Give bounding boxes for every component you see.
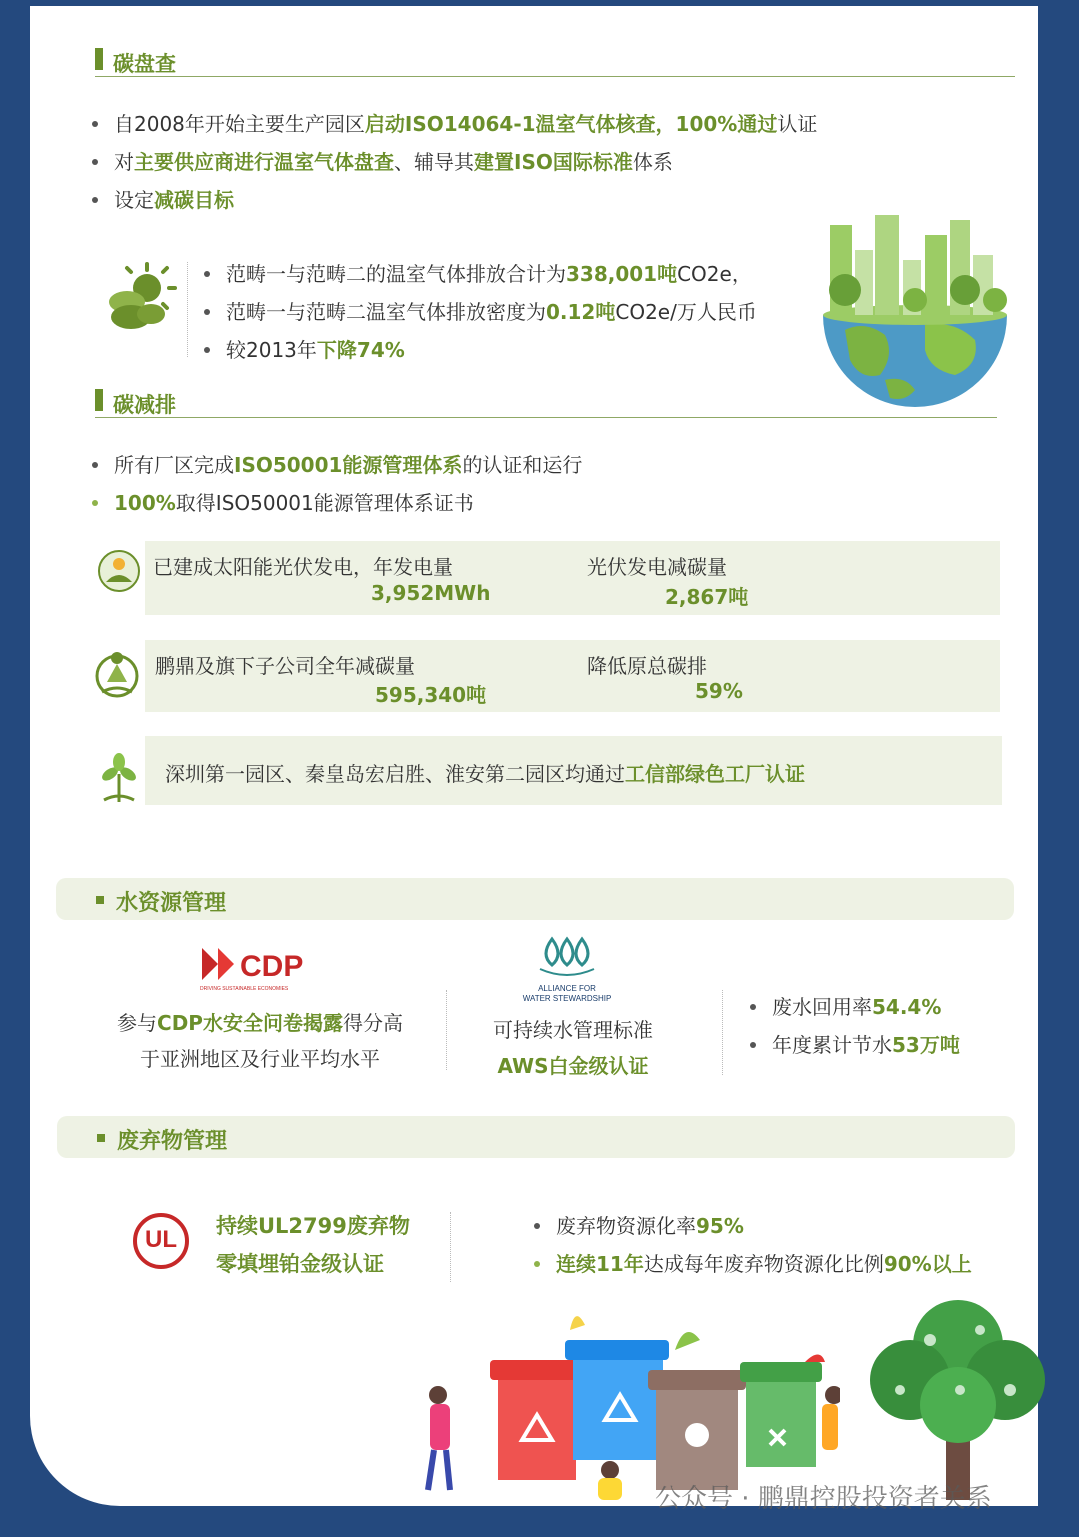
bullet-item bbox=[746, 988, 960, 1026]
section-waste-header bbox=[57, 1116, 1015, 1158]
divider bbox=[446, 990, 447, 1070]
solar-reduction-label: 光伏发电减碳量 bbox=[587, 555, 727, 579]
divider bbox=[187, 262, 188, 357]
cdp-logo-subtext: DRIVING SUSTAINABLE ECONOMIES bbox=[200, 986, 289, 992]
green-city-earth-illustration bbox=[815, 205, 1015, 410]
body-text: 范畴一与范畴二温室气体排放密度为 bbox=[226, 300, 546, 324]
aws-logo-text-1: ALLIANCE FOR bbox=[538, 984, 596, 993]
bullet-item bbox=[88, 143, 817, 181]
solar-icon bbox=[98, 550, 140, 592]
water-bullets bbox=[746, 988, 960, 1064]
highlight-text: 主要供应商进行温室气体盘查 bbox=[134, 150, 394, 174]
body-text: 年度累计节水 bbox=[772, 1033, 892, 1057]
highlight-text: 启动ISO14064-1温室气体核查，100%通过 bbox=[364, 112, 778, 136]
section-marker bbox=[95, 389, 103, 411]
section-title: 水资源管理 bbox=[116, 891, 227, 916]
cdp-text bbox=[90, 1005, 430, 1077]
highlight-text: 下降74% bbox=[316, 338, 405, 362]
body-text: 范畴一与范畴二的温室气体排放合计为 bbox=[226, 262, 566, 286]
body-text: 设定 bbox=[114, 188, 154, 212]
bullet-item bbox=[530, 1207, 972, 1245]
ul-logo bbox=[132, 1212, 190, 1270]
section-marker bbox=[95, 48, 103, 70]
section-carbon-reduction-header bbox=[95, 387, 997, 418]
body-text: 所有厂区完成 bbox=[114, 453, 234, 477]
bullet-item bbox=[88, 105, 817, 143]
cdp-logo bbox=[200, 946, 310, 996]
highlight-text: 0.12吨 bbox=[546, 300, 616, 324]
section-water-header bbox=[56, 878, 1014, 920]
divider bbox=[450, 1212, 451, 1282]
body-text: 体系 bbox=[632, 150, 673, 174]
cdp-text-line1 bbox=[90, 1005, 430, 1041]
highlight-text: 54.4% bbox=[872, 995, 942, 1019]
carbon-check-bullets bbox=[88, 105, 817, 219]
body-text: 、辅导其 bbox=[394, 150, 474, 174]
waste-bullets bbox=[530, 1207, 972, 1283]
ul-logo-text: UL bbox=[145, 1226, 177, 1253]
body-text: 废弃物资源化率 bbox=[556, 1214, 696, 1238]
section-title: 碳减排 bbox=[113, 393, 176, 417]
annual-reduction-value: 595,340吨 bbox=[375, 683, 487, 707]
total-reduction-value: 59% bbox=[695, 679, 743, 703]
people-icon bbox=[92, 648, 142, 700]
body-text: 废水回用率 bbox=[772, 995, 872, 1019]
tree-illustration bbox=[860, 1290, 1060, 1500]
highlight-text: 建置ISO国际标准 bbox=[474, 150, 633, 174]
cdp-text-line2: 于亚洲地区及行业平均水平 bbox=[140, 1047, 380, 1071]
body-text: 认证 bbox=[777, 112, 818, 136]
body-text: 得分高 bbox=[342, 1011, 403, 1035]
solar-output-value: 3,952MWh bbox=[371, 581, 491, 605]
carbon-reduction-bullets bbox=[88, 446, 582, 522]
body-text: 参与 bbox=[117, 1011, 158, 1035]
bullet-item bbox=[88, 446, 582, 484]
bullet-item bbox=[746, 1026, 960, 1064]
total-reduction-label: 降低原总碳排 bbox=[587, 654, 707, 678]
section-marker bbox=[97, 1134, 105, 1142]
solar-output-label: 已建成太阳能光伏发电，年发电量 bbox=[153, 555, 453, 579]
aws-text-line2: AWS白金级认证 bbox=[497, 1054, 649, 1078]
highlight-text: ISO50001能源管理体系 bbox=[234, 453, 463, 477]
plant-icon bbox=[98, 752, 140, 804]
sun-cloud-icon bbox=[103, 262, 181, 334]
body-text: CO2e， bbox=[677, 262, 752, 286]
highlight-text: CDP水安全问卷揭露 bbox=[157, 1011, 343, 1035]
solar-reduction-value: 2,867吨 bbox=[665, 585, 749, 609]
divider bbox=[722, 990, 723, 1075]
aws-text bbox=[460, 1012, 686, 1084]
highlight-text: 100% bbox=[114, 491, 176, 515]
ul-text-line2: 零填埋铂金级认证 bbox=[216, 1252, 384, 1276]
highlight-text: 连续11年 bbox=[556, 1252, 644, 1276]
cdp-logo-text: CDP bbox=[240, 950, 304, 983]
annual-reduction-label: 鹏鼎及旗下子公司全年减碳量 bbox=[155, 654, 415, 678]
section-marker bbox=[96, 896, 104, 904]
body-text: 深圳第一园区、秦皇岛宏启胜、淮安第二园区均通过 bbox=[165, 762, 625, 786]
aws-logo-text-2: WATER STEWARDSHIP bbox=[522, 994, 612, 1003]
bullet-item bbox=[200, 331, 757, 369]
highlight-text: 90%以上 bbox=[883, 1252, 972, 1276]
ul-text bbox=[216, 1207, 410, 1283]
ul-text-line1: 持续UL2799废弃物 bbox=[216, 1214, 410, 1238]
body-text: 自2008年开始主要生产园区 bbox=[114, 112, 365, 136]
highlight-text: 减碳目标 bbox=[154, 188, 234, 212]
bullet-item bbox=[200, 255, 757, 293]
bullet-item bbox=[88, 484, 582, 522]
body-text: 达成每年废弃物资源化比例 bbox=[643, 1252, 884, 1276]
bullet-item bbox=[200, 293, 757, 331]
watermark: 公众号 · 鹏鼎控股投资者关系 bbox=[655, 1484, 992, 1514]
green-factory-text bbox=[165, 758, 805, 787]
body-text: 对 bbox=[114, 150, 134, 174]
section-title: 废弃物管理 bbox=[117, 1129, 228, 1154]
annual-reduction-box bbox=[145, 640, 1000, 712]
bullet-item bbox=[88, 181, 817, 219]
section-title: 碳盘查 bbox=[113, 52, 176, 76]
body-text: 较2013年 bbox=[226, 338, 317, 362]
highlight-text: 工信部绿色工厂认证 bbox=[625, 762, 805, 786]
highlight-text: 338,001吨 bbox=[566, 262, 678, 286]
aws-text-line1: 可持续水管理标准 bbox=[493, 1018, 653, 1042]
body-text: CO2e/万人民币 bbox=[615, 300, 757, 324]
bullet-item bbox=[530, 1245, 972, 1283]
green-factory-box bbox=[145, 736, 1002, 805]
aws-logo bbox=[522, 935, 612, 1007]
body-text: 取得ISO50001能源管理体系证书 bbox=[175, 491, 474, 515]
body-text: 的认证和运行 bbox=[462, 453, 583, 477]
emission-bullets bbox=[200, 255, 757, 369]
section-carbon-check-header bbox=[95, 46, 1015, 77]
highlight-text: 95% bbox=[696, 1214, 744, 1238]
solar-stats-box bbox=[145, 541, 1000, 615]
highlight-text: 53万吨 bbox=[892, 1033, 960, 1057]
